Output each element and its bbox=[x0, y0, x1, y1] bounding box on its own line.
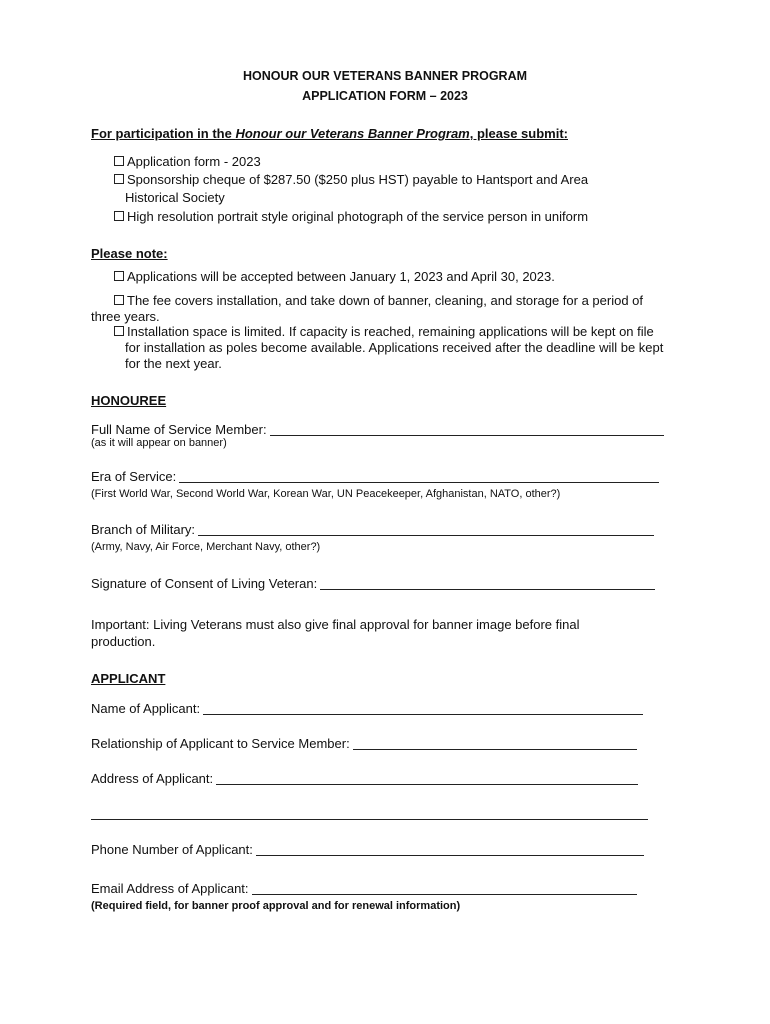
signature-input[interactable] bbox=[320, 577, 655, 590]
note-space-cont1: for installation as poles become available. Applications received after the deadline will be kept bbox=[125, 340, 664, 355]
checkbox-icon[interactable] bbox=[114, 174, 124, 184]
checkbox-icon[interactable] bbox=[114, 156, 124, 166]
honouree-heading: HONOUREE bbox=[91, 393, 167, 408]
email-note: (Required field, for banner proof approval and for renewal information) bbox=[91, 900, 461, 912]
checkbox-icon[interactable] bbox=[114, 326, 124, 336]
submit-item-photo: High resolution portrait style original photograph of the service person in uniform bbox=[114, 209, 588, 224]
era-hint: (First World War, Second World War, Korean War, UN Peacekeeper, Afghanistan, NATO, other?) bbox=[91, 488, 561, 500]
full-name-input[interactable] bbox=[270, 423, 664, 436]
address-field: Address of Applicant: bbox=[91, 771, 638, 786]
checkbox-icon[interactable] bbox=[114, 211, 124, 221]
form-title-line2: APPLICATION FORM – 2023 bbox=[302, 89, 468, 103]
relationship-input[interactable] bbox=[353, 737, 637, 750]
important-line2: production. bbox=[91, 634, 156, 649]
form-title-line1: HONOUR OUR VETERANS BANNER PROGRAM bbox=[242, 69, 528, 83]
applicant-name-input[interactable] bbox=[203, 702, 643, 715]
applicant-name-field: Name of Applicant: bbox=[91, 701, 643, 716]
phone-input[interactable] bbox=[256, 843, 644, 856]
address-input-line2[interactable] bbox=[91, 818, 648, 820]
checkbox-icon[interactable] bbox=[114, 271, 124, 281]
relationship-field: Relationship of Applicant to Service Member: bbox=[91, 736, 637, 751]
intro-suffix: , please submit: bbox=[469, 126, 568, 141]
full-name-hint: (as it will appear on banner) bbox=[91, 437, 227, 449]
phone-field: Phone Number of Applicant: bbox=[91, 842, 644, 857]
email-field: Email Address of Applicant: bbox=[91, 881, 637, 896]
address-input[interactable] bbox=[216, 772, 638, 785]
note-space-cont2: for the next year. bbox=[125, 356, 222, 371]
submit-item-form: Application form - 2023 bbox=[114, 154, 261, 169]
note-dates: Applications will be accepted between January 1, 2023 and April 30, 2023. bbox=[114, 269, 555, 284]
era-field: Era of Service: bbox=[91, 469, 659, 484]
submit-item-cheque: Sponsorship cheque of $287.50 ($250 plus HST) payable to Hantsport and Area bbox=[114, 172, 588, 187]
important-line1: Important: Living Veterans must also give final approval for banner image before final bbox=[91, 617, 580, 632]
branch-hint: (Army, Navy, Air Force, Merchant Navy, other?) bbox=[91, 541, 321, 553]
notes-heading: Please note: bbox=[91, 246, 168, 261]
checkbox-icon[interactable] bbox=[114, 295, 124, 305]
applicant-heading: APPLICANT bbox=[91, 671, 166, 686]
intro-prefix: For participation in the bbox=[91, 126, 236, 141]
intro-heading bbox=[91, 126, 568, 141]
note-fee: The fee covers installation, and take down of banner, cleaning, and storage for a period of bbox=[114, 293, 643, 308]
note-space: Installation space is limited. If capacity is reached, remaining applications will be kept on file bbox=[114, 324, 654, 339]
signature-field: Signature of Consent of Living Veteran: bbox=[91, 576, 655, 591]
email-input[interactable] bbox=[252, 882, 637, 895]
branch-input[interactable] bbox=[198, 523, 654, 536]
full-name-field: Full Name of Service Member: bbox=[91, 422, 664, 437]
intro-program-name: Honour our Veterans Banner Program bbox=[235, 126, 470, 141]
branch-field: Branch of Military: bbox=[91, 522, 654, 537]
note-fee-cont: three years. bbox=[91, 309, 160, 324]
era-input[interactable] bbox=[179, 470, 659, 483]
submit-item-cheque-cont: Historical Society bbox=[125, 190, 225, 205]
